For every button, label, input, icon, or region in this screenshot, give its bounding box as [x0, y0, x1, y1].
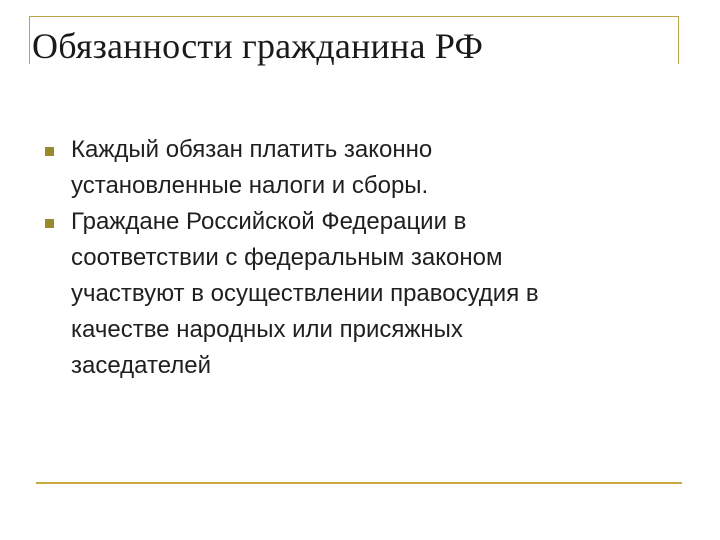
bullet-item-justice [45, 204, 685, 384]
title-frame-right-border [678, 16, 679, 64]
bullet-list [45, 132, 685, 384]
bullet-line: качестве народных или присяжных [71, 316, 463, 343]
square-bullet-icon [45, 219, 54, 228]
bullet-line: соответствии с федеральным законом [71, 244, 503, 271]
bullet-line: Каждый обязан платить законно [71, 136, 433, 163]
bullet-line: заседателей [71, 352, 212, 379]
title-frame-top-border [29, 16, 679, 17]
slide-title: Обязанности гражданина РФ [32, 26, 484, 66]
bullet-line: Граждане Российской Федерации в [71, 208, 467, 235]
bottom-divider [36, 482, 682, 484]
title-frame-left-border [29, 16, 30, 64]
bullet-line: участвуют в осуществлении правосудия в [71, 280, 539, 307]
square-bullet-icon [45, 147, 54, 156]
bullet-line: установленные налоги и сборы. [71, 172, 429, 199]
bullet-item-taxes [45, 132, 685, 204]
